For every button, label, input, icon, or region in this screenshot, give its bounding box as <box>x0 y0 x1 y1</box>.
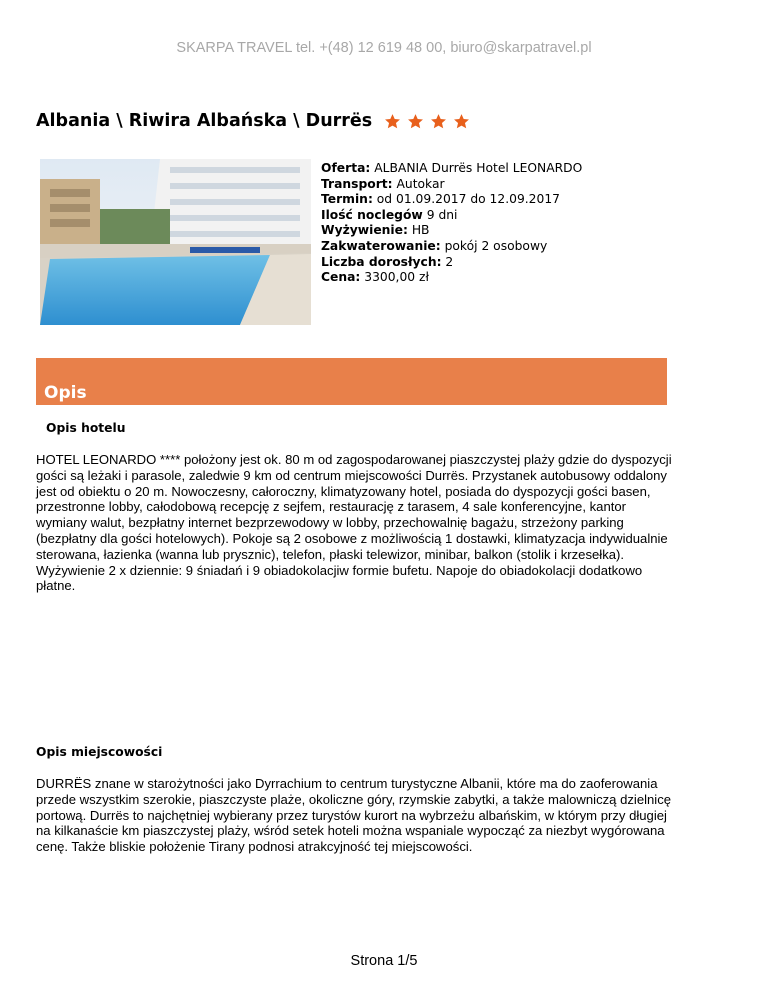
offer-row-dorosli <box>321 255 582 271</box>
offer-label: Oferta: <box>321 161 371 175</box>
title-row <box>36 111 470 131</box>
offer-row-oferta <box>321 161 582 177</box>
dorosli-value: 2 <box>441 254 454 269</box>
cena-label: Cena: <box>321 270 361 285</box>
dorosli-label: Liczba dorosłych: <box>321 254 442 269</box>
cena-value: 3300,00 zł <box>360 270 429 285</box>
offer-row-wyzywienie <box>321 223 582 239</box>
transport-label: Transport: <box>321 176 393 191</box>
hotel-description: HOTEL LEONARDO **** położony jest ok. 80 m od zagospodarowanej piaszczystej plaży gdzie do dyspozycji gości są leżaki i parasole, zaledwie 9 km od centrum miejscowości Durrës. Przystanek autobusowy oddalony jest od obiektu o 20 m. Nowoczesny, całoroczny, klimatyzowany hotel, posiada do dyspozycji gości basen, przestronne lobby, całodobową recepcję z sejfem, restaurację z tarasem, 4 sale konferencyjne, kantor wymiany walut, bezpłatny internet bezprzewodowy w lobby, przechowalnię bagażu, strzeżony parking (bezpłatny dla gości hotelowych). Pokoje są 2 osobowe z możliwością 1 dostawki, klimatyzacja indywidualnie sterowana, łazienka (wanna lub prysznic), telefon, płaski telewizor, minibar, balkon (stolik i krzesełka). Wyżywienie 2 x dziennie: 9 śniadań i 9 obiadokolacjiw formie bufetu. Napoje do obiadokolacji dodatkowo płatne. <box>36 452 672 594</box>
termin-label: Termin: <box>321 192 373 207</box>
section-bar <box>36 358 667 405</box>
offer-row-termin <box>321 192 582 208</box>
offer-row-noclegi <box>321 208 582 224</box>
offer-row-zakwaterowanie <box>321 239 582 255</box>
star-rating <box>384 113 470 130</box>
section-bar-title: Opis <box>44 383 87 403</box>
offer-details <box>321 161 582 286</box>
zakwaterowanie-label: Zakwaterowanie: <box>321 238 441 253</box>
transport-value: Autokar <box>392 176 445 191</box>
contact-header: SKARPA TRAVEL tel. +(48) 12 619 48 00, biuro@skarpatravel.pl <box>176 40 592 56</box>
page-title: Albania \ Riwira Albańska \ Durrës <box>36 111 373 131</box>
star-icon <box>384 113 401 130</box>
page-number: Strona 1/5 <box>350 953 418 969</box>
noclegi-label: Ilość noclegów <box>321 207 423 222</box>
star-icon <box>453 113 470 130</box>
offer-row-cena <box>321 270 582 286</box>
zakwaterowanie-value: pokój 2 osobowy <box>440 238 548 253</box>
star-icon <box>430 113 447 130</box>
wyzywienie-value: HB <box>407 223 430 238</box>
location-description: DURRËS znane w starożytności jako Dyrrachium to centrum turystyczne Albanii, które ma do zaoferowania przede wszystkim szerokie, piaszczyste plaże, okoliczne góry, rzymskie zabytki, a także malowniczą dzielnicę portową. Durrës to najchętniej wybierany przez turystów kurort na wybrzeżu albańskim, w którym przy długiej na kilkanaście km piaszczystej plaży, wśród setek hoteli można wspaniale wypocząć za niezbyt wygórowana cenę. Także bliskie położenie Tirany podnosi atrakcyjność tej miejscowości. <box>36 776 672 855</box>
hotel-photo <box>40 159 311 325</box>
offer-row-transport <box>321 177 582 193</box>
hotel-heading: Opis hotelu <box>46 421 126 435</box>
noclegi-value: 9 dni <box>422 207 458 222</box>
star-icon <box>407 113 424 130</box>
termin-value: od 01.09.2017 do 12.09.2017 <box>372 192 560 207</box>
wyzywienie-label: Wyżywienie: <box>321 223 408 238</box>
location-heading: Opis miejscowości <box>36 745 163 759</box>
offer-value: ALBANIA Durrës Hotel LEONARDO <box>370 161 583 175</box>
hotel-pool-image <box>40 159 311 325</box>
